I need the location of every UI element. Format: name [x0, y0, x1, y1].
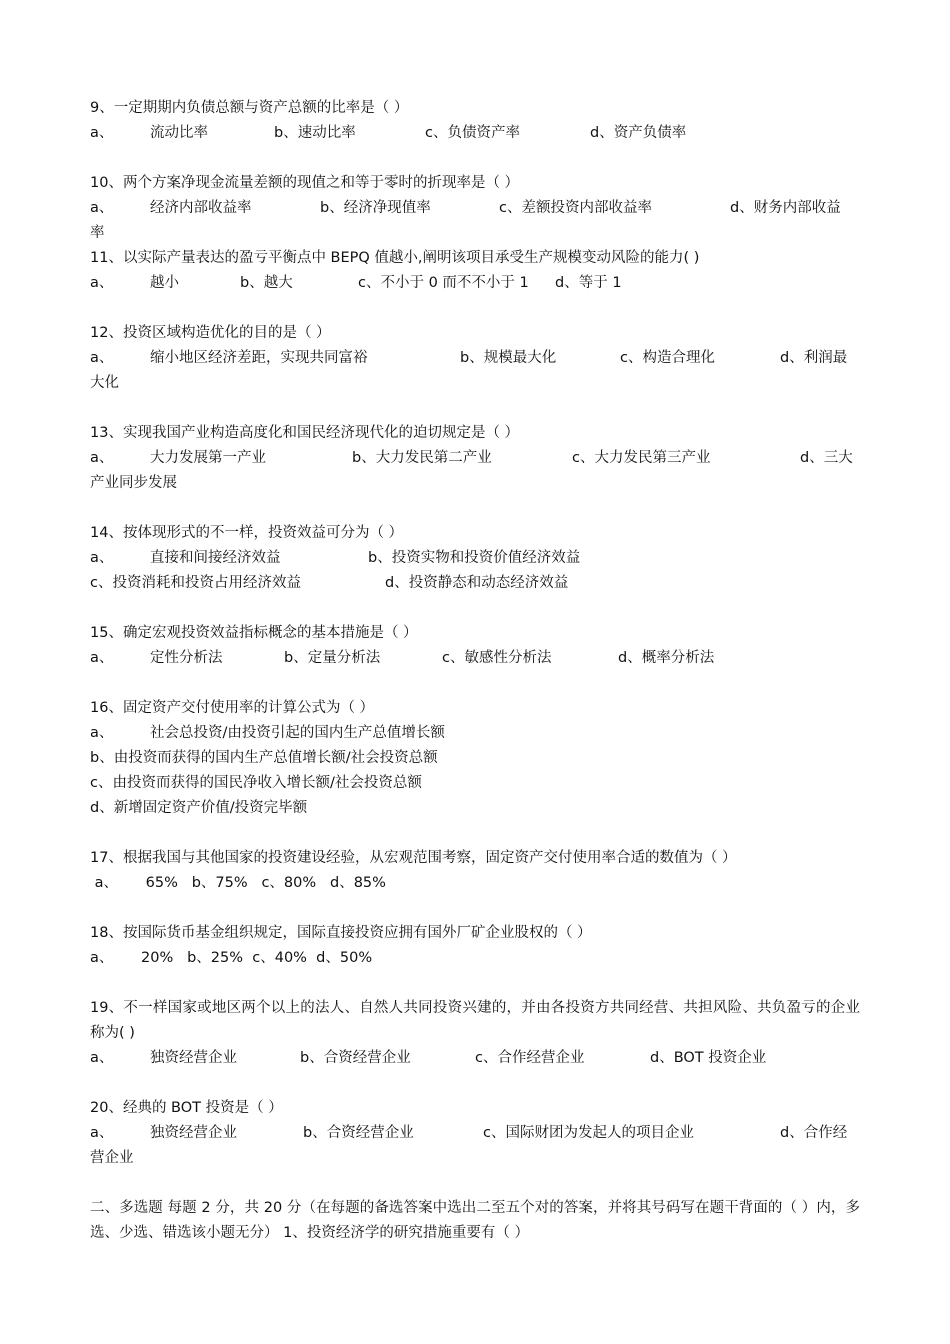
option-b: b、经济净现值率 — [320, 200, 431, 216]
option-a: 越小 — [150, 275, 179, 291]
option-b: b、合资经营企业 — [303, 1125, 414, 1141]
question-16-option-c: c、由投资而获得的国民净收入增长额/社会投资总额 — [90, 775, 422, 791]
option-d: d、概率分析法 — [618, 650, 715, 666]
option-a: 直接和间接经济效益 — [150, 550, 281, 566]
question-13-stem: 13、实现我国产业构造高度化和国民经济现代化的迫切规定是（ ） — [90, 425, 520, 441]
question-20-wrap: 营企业 — [90, 1150, 134, 1166]
question-18-options: a、 20% b、25% c、40% d、50% — [90, 950, 373, 966]
question-9-stem: 9、一定期期内负债总额与资产总额的比率是（ ） — [90, 100, 409, 116]
question-19-options — [90, 1046, 860, 1071]
question-10-wrap: 率 — [90, 225, 105, 241]
option-a-marker: a、 — [90, 725, 114, 741]
question-17-stem: 17、根据我国与其他国家的投资建设经验，从宏观范围考察，固定资产交付使用率合适的数值为（ ） — [90, 850, 737, 866]
question-11-options — [90, 271, 860, 296]
question-14-options-cd — [90, 571, 860, 596]
question-15-options — [90, 646, 860, 671]
option-a: 经济内部收益率 — [150, 200, 252, 216]
question-10-options — [90, 196, 860, 221]
option-a-marker: a、 — [90, 350, 114, 366]
question-16-option-a — [90, 721, 860, 746]
question-12-wrap: 大化 — [90, 375, 119, 391]
question-17-options: a、 65% b、75% c、80% d、85% — [90, 875, 386, 891]
option-c: c、国际财团为发起人的项目企业 — [483, 1125, 694, 1141]
option-a-marker: a、 — [90, 550, 114, 566]
option-a: 定性分析法 — [150, 650, 223, 666]
question-9-options — [90, 121, 860, 146]
option-d: d、BOT 投资企业 — [650, 1050, 767, 1066]
option-d: d、利润最 — [780, 350, 848, 366]
option-c: c、投资消耗和投资占用经济效益 — [90, 575, 301, 591]
option-a-marker: a、 — [90, 650, 114, 666]
option-a-marker: a、 — [90, 125, 114, 141]
question-20-options — [90, 1121, 860, 1146]
option-b: b、规模最大化 — [460, 350, 557, 366]
option-c: c、合作经营企业 — [475, 1050, 585, 1066]
question-10-stem: 10、两个方案净现金流量差额的现值之和等于零时的折现率是（ ） — [90, 175, 520, 191]
option-b: b、投资实物和投资价值经济效益 — [368, 550, 581, 566]
option-b: b、定量分析法 — [284, 650, 381, 666]
option-b: b、越大 — [240, 275, 293, 291]
option-d: d、投资静态和动态经济效益 — [385, 575, 569, 591]
option-d: d、三大 — [800, 450, 853, 466]
question-12-options — [90, 346, 860, 371]
option-c: c、不小于 0 而不不小于 1 — [358, 275, 529, 291]
option-d: d、等于 1 — [555, 275, 622, 291]
option-a: 流动比率 — [150, 125, 208, 141]
question-16-option-d: d、新增固定资产价值/投资完毕额 — [90, 800, 308, 816]
option-c: c、构造合理化 — [620, 350, 715, 366]
question-16-option-b: b、由投资而获得的国内生产总值增长额/社会投资总额 — [90, 750, 438, 766]
option-a: 社会总投资/由投资引起的国内生产总值增长额 — [150, 725, 445, 741]
option-d: d、合作经 — [780, 1125, 848, 1141]
option-a: 大力发展第一产业 — [150, 450, 266, 466]
question-14-options-ab — [90, 546, 860, 571]
option-b: b、大力发民第二产业 — [352, 450, 492, 466]
question-16-stem: 16、固定资产交付使用率的计算公式为（ ） — [90, 700, 375, 716]
question-12-stem: 12、投资区域构造优化的目的是（ ） — [90, 325, 331, 341]
option-c: c、差额投资内部收益率 — [499, 200, 652, 216]
option-d: d、财务内部收益 — [730, 200, 841, 216]
question-14-stem: 14、按体现形式的不一样，投资效益可分为（ ） — [90, 525, 404, 541]
option-d: d、资产负债率 — [590, 125, 687, 141]
question-15-stem: 15、确定宏观投资效益指标概念的基本措施是（ ） — [90, 625, 418, 641]
question-18-stem: 18、按国际货币基金组织规定，国际直接投资应拥有国外厂矿企业股权的（ ） — [90, 925, 592, 941]
option-a: 独资经营企业 — [150, 1125, 237, 1141]
question-13-wrap: 产业同步发展 — [90, 475, 177, 491]
option-c: c、负债资产率 — [425, 125, 520, 141]
option-a-marker: a、 — [90, 275, 114, 291]
option-b: b、速动比率 — [274, 125, 356, 141]
option-a-marker: a、 — [90, 1125, 114, 1141]
question-11-stem: 11、以实际产量表达的盈亏平衡点中 BEPQ 值越小,阐明该项目承受生产规模变动风险的能力( ) — [90, 250, 700, 266]
question-13-options — [90, 446, 860, 471]
section-2-heading: 二、多选题 每题 2 分，共 20 分（在每题的备选答案中选出二至五个对的答案，并将其号码写在题干背面的（ ）内，多选、少选、错选该小题无分） 1、投资经济学的研究措施重要有（ ） — [90, 1200, 860, 1241]
option-a: 独资经营企业 — [150, 1050, 237, 1066]
question-19-stem: 19、不一样国家或地区两个以上的法人、自然人共同投资兴建的，并由各投资方共同经营、共担风险、共负盈亏的企业称为( ) — [90, 1000, 860, 1041]
option-a: 缩小地区经济差距，实现共同富裕 — [150, 350, 368, 366]
document-page — [90, 96, 860, 1246]
option-a-marker: a、 — [90, 200, 114, 216]
question-20-stem: 20、经典的 BOT 投资是（ ） — [90, 1100, 283, 1116]
option-a-marker: a、 — [90, 450, 114, 466]
option-c: c、敏感性分析法 — [442, 650, 552, 666]
option-a-marker: a、 — [90, 1050, 114, 1066]
option-b: b、合资经营企业 — [300, 1050, 411, 1066]
option-c: c、大力发民第三产业 — [572, 450, 711, 466]
